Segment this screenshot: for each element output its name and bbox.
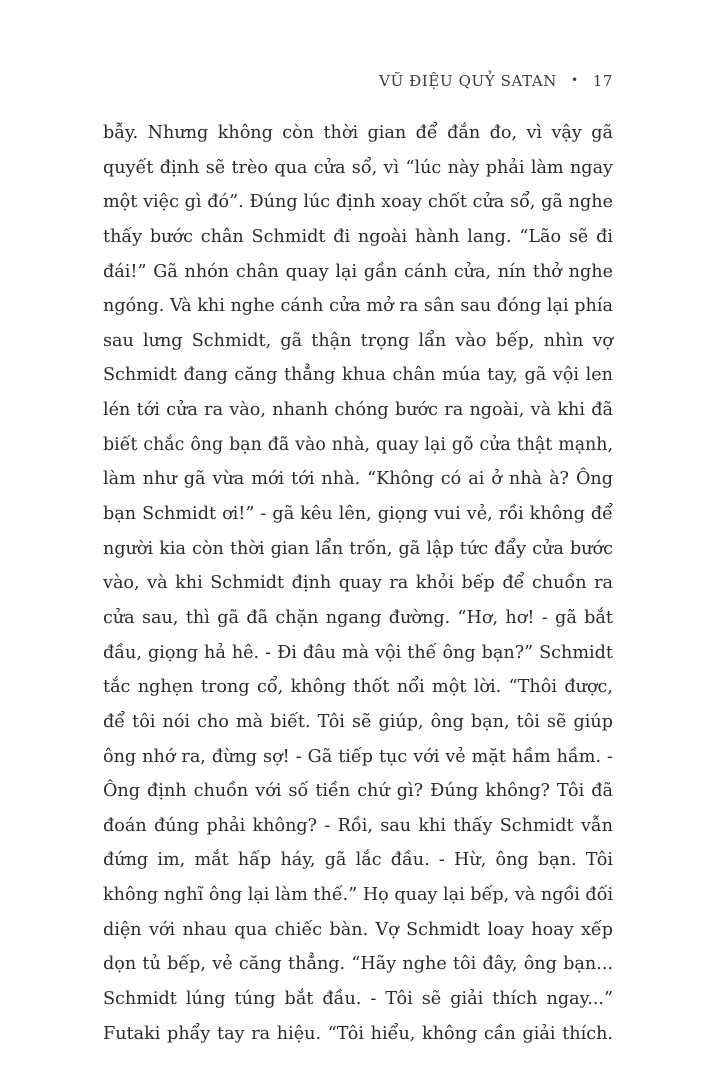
text-line: đứng im, mắt hấp háy, gã lắc đầu. - Hừ, ông bạn. Tôi [103, 850, 613, 871]
text-line: lén tới cửa ra vào, nhanh chóng bước ra ngoài, và khi đã [103, 400, 613, 421]
text-line: ngóng. Và khi nghe cánh cửa mở ra sân sau đóng lại phía [103, 296, 613, 317]
text-line: không nghĩ ông lại làm thế.” Họ quay lại bếp, và ngồi đối [103, 885, 614, 906]
text-line: làm như gã vừa mới tới nhà. “Không có ai ở nhà à? Ông [103, 469, 613, 490]
text-line: cửa sau, thì gã đã chặn ngang đường. “Hơ, hơ! - gã bắt [103, 607, 613, 628]
text-line: đái!” Gã nhón chân quay lại gần cánh cửa, nín thở nghe [103, 261, 613, 282]
text-line: biết chắc ông bạn đã vào nhà, quay lại gõ cửa thật mạnh, [103, 434, 613, 455]
header-separator: • [571, 73, 579, 87]
text-line: diện với nhau qua chiếc bàn. Vợ Schmidt loay hoay xếp [103, 919, 613, 940]
body-text [103, 116, 613, 1051]
page-number: 17 [592, 72, 613, 90]
running-header [379, 72, 613, 90]
text-line: Ông định chuồn với số tiền chứ gì? Đúng không? Tôi đã [103, 781, 613, 802]
text-line: tắc nghẹn trong cổ, không thốt nổi một lời. “Thôi được, [103, 677, 613, 698]
text-line: quyết định sẽ trèo qua cửa sổ, vì “lúc này phải làm ngay [103, 157, 613, 178]
text-line: Schmidt đang căng thẳng khua chân múa tay, gã vội len [103, 365, 613, 386]
text-line: Futaki phẩy tay ra hiệu. “Tôi hiểu, không cần giải thích. [103, 1023, 613, 1044]
text-line: đoán đúng phải không? - Rồi, sau khi thấy Schmidt vẫn [103, 815, 613, 836]
text-line: một việc gì đó”. Đúng lúc định xoay chốt cửa sổ, gã nghe [103, 192, 613, 213]
text-line: thấy bước chân Schmidt đi ngoài hành lang. “Lão sẽ đi [103, 226, 613, 247]
text-line: người kia còn thời gian lẩn trốn, gã lập tức đẩy cửa bước [103, 538, 613, 559]
text-line: ông nhớ ra, đừng sợ! - Gã tiếp tục với vẻ mặt hầm hầm. - [103, 746, 613, 767]
book-title: VŨ ĐIỆU QUỶ SATAN [379, 72, 558, 90]
text-line: dọn tủ bếp, vẻ căng thẳng. “Hãy nghe tôi đây, ông bạn... [103, 954, 613, 975]
text-line: bạn Schmidt ơi!” - gã kêu lên, giọng vui vẻ, rồi không để [103, 504, 613, 525]
text-line: sau lưng Schmidt, gã thận trọng lẩn vào bếp, nhìn vợ [103, 330, 613, 351]
text-line: đầu, giọng hả hê. - Đi đâu mà vội thế ông bạn?” Schmidt [103, 642, 613, 663]
text-line: để tôi nói cho mà biết. Tôi sẽ giúp, ông bạn, tôi sẽ giúp [103, 711, 613, 732]
text-line: vào, và khi Schmidt định quay ra khỏi bếp để chuồn ra [103, 573, 613, 594]
text-line: Schmidt lúng túng bắt đầu. - Tôi sẽ giải thích ngay...” [103, 989, 613, 1010]
text-line: bẫy. Nhưng không còn thời gian để đắn đo, vì vậy gã [103, 123, 613, 143]
